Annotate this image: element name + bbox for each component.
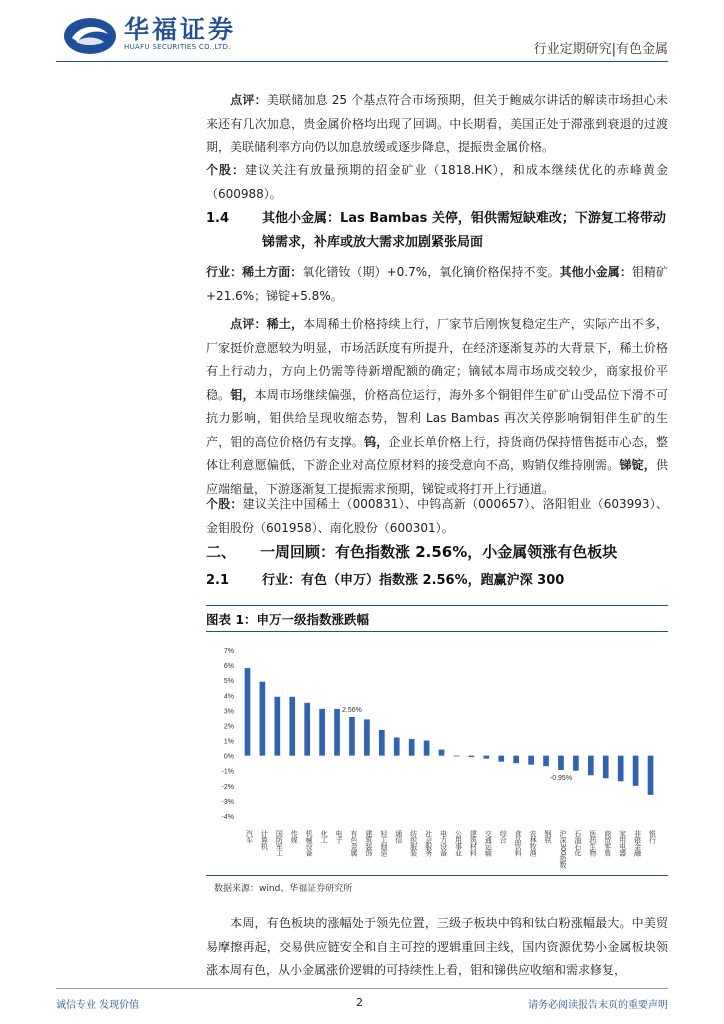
x-tick-label: 传媒: [290, 830, 299, 843]
x-tick-label: 公用事业: [454, 830, 463, 856]
logo-english-name: HUAFU SECURITIES CO.,LTD.: [124, 43, 231, 51]
header-divider: [56, 61, 668, 62]
figure-title: 图表 1：申万一级指数涨跌幅: [206, 612, 370, 627]
x-tick-label: 国防军工: [275, 830, 284, 856]
x-tick-label: 钢铁: [544, 830, 553, 843]
bar-纺织服装: [409, 739, 415, 756]
x-tick-label: 汽车: [245, 830, 254, 843]
bar-建筑装饰: [364, 719, 370, 755]
bar-沪深300指数: [558, 756, 564, 770]
footer-slogan: 诚信专业 发现价值: [56, 1000, 140, 1011]
bar-有色金属: [349, 717, 355, 756]
stocks-paragraph-minor-metals: 个股：建议关注中国稀土（000831）、中钨高新（000657）、洛阳钼业（603993）、金钼股份（601958）、南化股份（600301）。: [206, 497, 668, 535]
y-tick-label: 1%: [223, 738, 234, 746]
data-label: 2.56%: [342, 707, 362, 715]
bar-商贸零售: [603, 756, 609, 779]
y-tick-label: 7%: [223, 648, 234, 655]
bar-轻工制造: [379, 730, 385, 756]
y-tick-label: 4%: [223, 693, 234, 701]
footer-disclaimer: 请务必阅读报告末页的重要声明: [528, 1000, 668, 1011]
comment-paragraph-precious-metals: 点评：美联储加息 25 个基点符合市场预期，但关于鲍威尔讲话的解读市场担心未来还有几次加息，贵金属价格均出现了回调。中长期看，美国正处于滞涨到衰退的过渡期，美联储利率方向仍以加息放缓或逐步降息，提振贵金属价格。: [206, 93, 668, 154]
y-tick-label: -3%: [221, 798, 234, 806]
bar-机械设备: [304, 703, 310, 756]
x-tick-label: 纺织服装: [409, 830, 418, 856]
bar-通信: [394, 738, 400, 756]
bar-医药生物: [588, 756, 594, 776]
page-number: 2: [356, 996, 363, 1009]
x-tick-label: 轻工制造: [379, 830, 388, 856]
y-tick-label: -2%: [221, 783, 234, 791]
x-tick-label: 沪深300指数: [558, 830, 567, 868]
weekly-review-paragraph: 本周，有色板块的涨幅处于领先位置，三级子板块中钨和钛白粉涨幅最大。中美贸易摩擦再起，交易供应链安全和自主可控的逻辑重回主线，国内资源优势小金属板块领涨本周有色，从小金属涨价逻辑的可持续性上看，钼和锑供应收缩和需求修复，: [206, 916, 668, 977]
x-tick-label: 电力设备: [439, 830, 448, 856]
y-tick-label: -1%: [221, 768, 234, 776]
bar-计算机: [260, 682, 266, 756]
x-tick-label: 银行: [648, 830, 657, 843]
figure-top-rule: [206, 605, 668, 606]
x-tick-label: 有色金属: [349, 830, 358, 856]
x-tick-label: 通信: [394, 830, 403, 843]
x-tick-label: 综合: [499, 830, 508, 843]
page-header: [0, 0, 724, 62]
industry-paragraph-minor-metals: 行业：稀土方面：氧化镨钕（期）+0.7%，氧化镝价格保持不变。其他小金属：钼精矿+21.6%；锑锭+5.8%。: [206, 265, 668, 303]
bar-公用事业: [454, 756, 460, 757]
x-tick-label: 建筑装饰: [364, 830, 373, 856]
y-tick-label: 5%: [223, 678, 234, 686]
bar-交通运输: [483, 756, 489, 759]
y-tick-label: 0%: [223, 753, 234, 761]
x-tick-label: 电子: [335, 830, 344, 843]
bar-非银金融: [633, 756, 639, 786]
stocks-paragraph-gold: 个股：建议关注有放量预期的招金矿业（1818.HK），和成本继续优化的赤峰黄金（600988）。: [206, 163, 668, 201]
x-tick-label: 社会服务: [424, 830, 433, 856]
bar-食品饮料: [513, 756, 519, 764]
bar-电子: [334, 709, 340, 756]
x-tick-label: 计算机: [260, 830, 269, 850]
bar-建筑材料: [469, 756, 475, 758]
y-tick-label: 3%: [223, 708, 234, 716]
x-tick-label: 石油石化: [573, 830, 582, 856]
x-tick-label: 农林牧渔: [529, 830, 538, 856]
bar-化工: [319, 709, 325, 756]
x-tick-label: 家用电器: [618, 830, 627, 856]
comment-paragraph-minor-metals: 点评：稀土，本周稀土价格持续上行，厂家节后刚恢复稳定生产，实际产出不多，厂家挺价意愿较为明显，市场活跃度有所提升，在经济逐渐复苏的大背景下，稀土价格有上行动力，方向上仍需等待新增配额的确定；镝铽本周市场成交较少，商家报价平稳。钼，本周市场继续偏强，价格高位运行，海外多个铜钼伴生矿矿山受品位下滑不可抗力影响，钼供给呈现收缩态势，智利 Las Bambas 再次关停影响铜钼伴生矿的生产，钼的高位价格仍有支撑。钨，企业长单价格上行，持货商仍保持惜售挺市心态，整体让利意愿偏低，下游企业对高位原材料的接受意向不高，购销仅维持刚需。锑锭，供应端缩量，下游逐渐复工提振需求预期，锑锭或将打开上行通道。: [206, 317, 668, 496]
bar-综合: [498, 756, 504, 762]
y-tick-label: -4%: [221, 814, 234, 821]
bar-家用电器: [618, 756, 624, 782]
footer-divider: [56, 988, 668, 989]
x-tick-label: 交通运输: [484, 830, 493, 856]
data-label: -0.95%: [549, 774, 573, 782]
bar-社会服务: [424, 741, 430, 756]
figure-source: 数据来源：wind、华福证券研究所: [214, 884, 353, 894]
bar-银行: [648, 756, 654, 795]
logo-chinese-name: 华福证券: [124, 15, 237, 44]
y-tick-label: 2%: [223, 723, 234, 731]
bar-传媒: [289, 697, 295, 756]
x-tick-label: 化工: [320, 830, 329, 843]
bar-电力设备: [439, 750, 445, 756]
bar-石油石化: [573, 756, 579, 771]
x-tick-label: 医药生物: [588, 830, 597, 856]
bar-国防军工: [274, 697, 280, 756]
x-tick-label: 非银金融: [633, 830, 642, 856]
figure-title-rule: [206, 631, 668, 632]
x-tick-label: 建筑材料: [469, 830, 478, 856]
report-category: 行业定期研究|有色金属: [533, 42, 668, 57]
figure-bottom-rule: [206, 875, 668, 876]
x-tick-label: 商贸零售: [603, 830, 612, 856]
bar-钢铁: [543, 756, 549, 767]
x-tick-label: 食品饮料: [514, 830, 523, 856]
bar-汽车: [245, 668, 251, 756]
x-tick-label: 机械设备: [305, 830, 314, 856]
sector-returns-bar-chart: [206, 636, 668, 872]
bar-农林牧渔: [528, 756, 534, 765]
y-tick-label: 6%: [223, 663, 234, 671]
